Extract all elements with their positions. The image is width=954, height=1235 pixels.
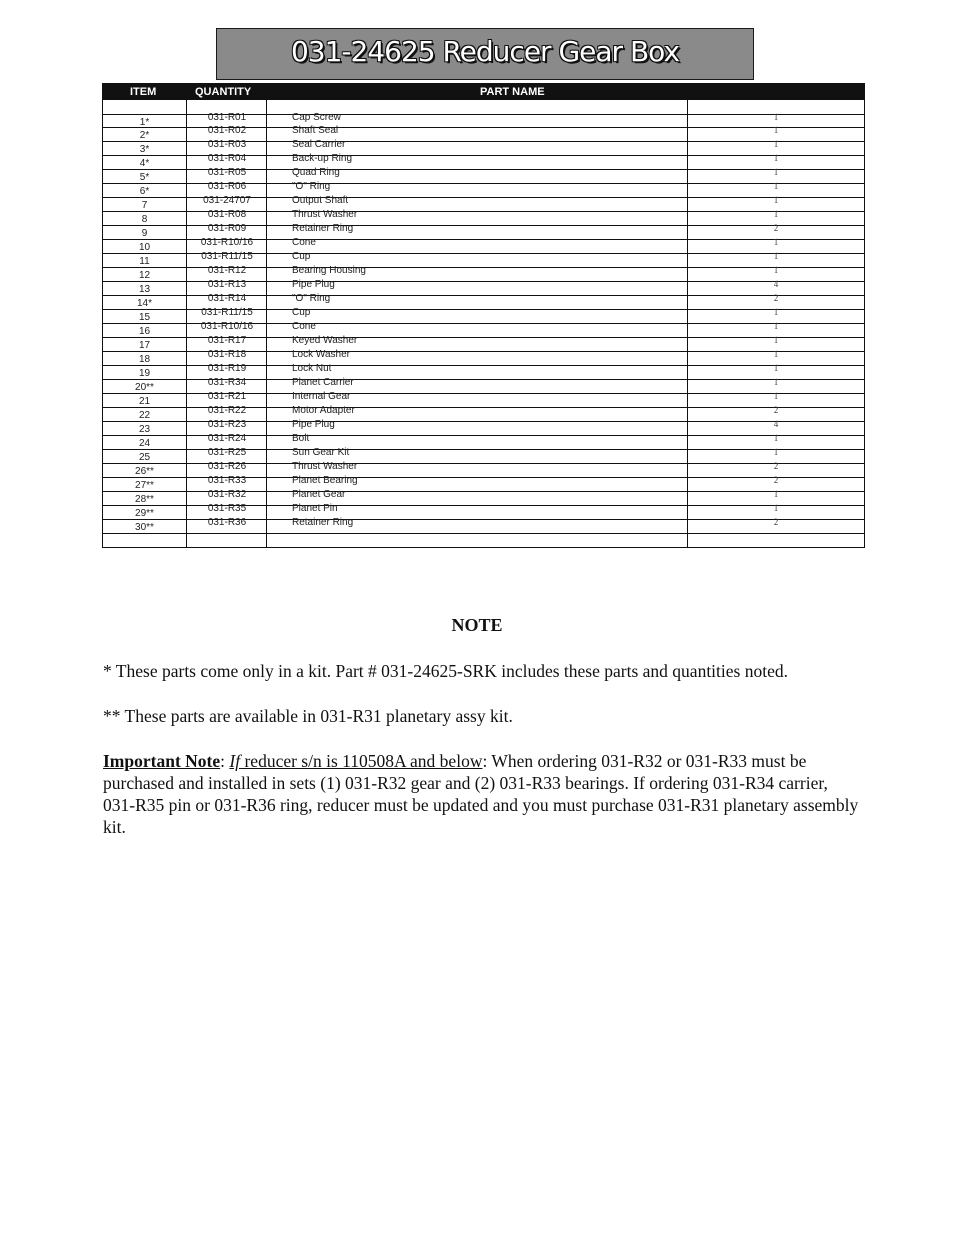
- qty-cell: 1: [773, 209, 779, 219]
- part-name-cell: "O" Ring: [292, 293, 331, 304]
- qty-cell: 2: [773, 223, 779, 233]
- qty-cell: 2: [773, 517, 779, 527]
- part-number-cell: 031-R13: [207, 279, 247, 290]
- part-number-cell: 031-R22: [207, 405, 247, 416]
- document-title: 031-24625 Reducer Gear Box: [290, 35, 680, 68]
- part-number-cell: 031-R10/16: [200, 237, 254, 248]
- item-cell: 29**: [135, 508, 154, 519]
- item-cell: 14*: [136, 298, 152, 309]
- qty-cell: 1: [773, 139, 779, 149]
- part-name-cell: Seal Carrier: [292, 139, 346, 150]
- part-name-cell: Thrust Washer: [292, 209, 358, 220]
- part-name-cell: Back-up Ring: [292, 153, 353, 164]
- part-number-cell: 031-R11/15: [201, 307, 253, 318]
- important-colon: :: [220, 751, 230, 771]
- part-name-cell: Internal Gear: [292, 391, 351, 402]
- item-cell: 6*: [139, 186, 150, 197]
- part-name-cell: Cone: [292, 237, 316, 248]
- qty-cell: 1: [773, 125, 779, 135]
- part-name-cell: Motor Adapter: [292, 405, 355, 416]
- table-row: [103, 517, 864, 534]
- item-cell: 28**: [135, 494, 154, 505]
- qty-cell: 1: [773, 335, 779, 345]
- qty-cell: 1: [773, 349, 779, 359]
- qty-cell: 2: [773, 461, 779, 471]
- qty-cell: 1: [773, 433, 779, 443]
- part-name-cell: Cap Screw: [292, 112, 341, 123]
- header-item: ITEM: [130, 86, 157, 98]
- part-name-cell: Planet Gear: [292, 489, 346, 500]
- part-name-cell: Thrust Washer: [292, 461, 358, 472]
- item-cell: 17: [138, 340, 151, 351]
- qty-cell: 1: [773, 363, 779, 373]
- part-name-cell: Quad Ring: [292, 167, 340, 178]
- header-part-name: PART NAME: [480, 86, 545, 98]
- part-number-cell: 031-R24: [207, 433, 247, 444]
- part-number-cell: 031-R14: [207, 293, 247, 304]
- part-number-cell: 031-R21: [207, 391, 247, 402]
- item-cell: 10: [138, 242, 151, 253]
- part-number-cell: 031-R01: [207, 112, 247, 123]
- qty-cell: 2: [773, 293, 779, 303]
- item-cell: 9: [141, 228, 148, 239]
- part-name-cell: Output Shaft: [292, 195, 349, 206]
- part-name-cell: Planet Pin: [292, 503, 338, 514]
- important-condition: reducer s/n is 110508A and below: [240, 751, 483, 771]
- item-cell: 2*: [139, 130, 150, 141]
- part-number-cell: 031-24707: [203, 195, 251, 206]
- parts-table: [102, 83, 865, 548]
- part-number-cell: 031-R04: [207, 153, 247, 164]
- part-number-cell: 031-R05: [207, 167, 247, 178]
- table-header: [103, 84, 864, 100]
- part-number-cell: 031-R19: [207, 363, 247, 374]
- qty-cell: 2: [773, 475, 779, 485]
- part-number-cell: 031-R23: [207, 419, 247, 430]
- item-cell: 1*: [139, 117, 150, 128]
- item-cell: 18: [138, 354, 151, 365]
- part-number-cell: 031-R26: [207, 461, 247, 472]
- part-number-cell: 031-R35: [207, 503, 247, 514]
- part-number-cell: 031-R08: [207, 209, 247, 220]
- part-number-cell: 031-R03: [207, 139, 247, 150]
- part-name-cell: Shaft Seal: [292, 125, 339, 136]
- part-number-cell: 031-R10/16: [200, 321, 254, 332]
- part-number-cell: 031-R32: [207, 489, 247, 500]
- part-number-cell: 031-R18: [207, 349, 247, 360]
- item-cell: 5*: [139, 172, 150, 183]
- part-number-cell: 031-R12: [207, 265, 247, 276]
- part-name-cell: "O" Ring: [292, 181, 331, 192]
- item-cell: 27**: [135, 480, 154, 491]
- part-name-cell: Bearing Housing: [292, 265, 366, 276]
- item-cell: 7: [141, 200, 148, 211]
- item-cell: 22: [138, 410, 151, 421]
- part-number-cell: 031-R34: [207, 377, 247, 388]
- item-cell: 23: [138, 424, 151, 435]
- qty-cell: 1: [773, 167, 779, 177]
- part-name-cell: Lock Washer: [292, 349, 350, 360]
- part-number-cell: 031-R17: [207, 335, 247, 346]
- item-cell: 16: [138, 326, 151, 337]
- qty-cell: 1: [773, 153, 779, 163]
- item-cell: 13: [138, 284, 151, 295]
- part-number-cell: 031-R02: [207, 125, 247, 136]
- item-cell: 30**: [135, 522, 154, 533]
- item-cell: 12: [138, 270, 151, 281]
- part-name-cell: Cup: [292, 251, 311, 262]
- part-name-cell: Cone: [292, 321, 316, 332]
- qty-cell: 2: [773, 405, 779, 415]
- item-cell: 21: [138, 396, 151, 407]
- qty-cell: 1: [773, 391, 779, 401]
- part-number-cell: 031-R33: [207, 475, 247, 486]
- item-cell: 11: [139, 256, 150, 267]
- note-heading: NOTE: [451, 615, 503, 635]
- part-number-cell: 031-R09: [207, 223, 247, 234]
- header-quantity: QUANTITY: [195, 86, 252, 98]
- qty-cell: 1: [773, 447, 779, 457]
- part-name-cell: Retainer Ring: [292, 517, 354, 528]
- item-cell: 25: [138, 452, 151, 463]
- qty-cell: 4: [773, 419, 779, 429]
- qty-cell: 1: [773, 265, 779, 275]
- part-name-cell: Pipe Plug: [292, 279, 335, 290]
- part-number-cell: 031-R36: [207, 517, 247, 528]
- part-name-cell: Planet Carrier: [292, 377, 354, 388]
- part-name-cell: Bolt: [292, 433, 310, 444]
- important-body: : When ordering 031-R32 or 031-R33 must be purchased and installed in sets (1) 031-R32 gear and (2) 031-R33 bearings. If ordering 031-R34 carrier, 031-R35 pin or 031-R36 ring, reducer must be updated and you must purchase 031-R31 planetary assembly kit.: [103, 751, 859, 837]
- qty-cell: 1: [773, 112, 779, 122]
- item-cell: 15: [138, 312, 151, 323]
- item-cell: 4*: [139, 158, 150, 169]
- qty-cell: 1: [773, 195, 779, 205]
- item-cell: 3*: [139, 144, 150, 155]
- item-cell: 20**: [135, 382, 154, 393]
- part-number-cell: 031-R06: [207, 181, 247, 192]
- part-number-cell: 031-R11/15: [201, 251, 253, 262]
- kit-note: * These parts come only in a kit. Part # 031-24625-SRK includes these parts and quantities noted.: [103, 661, 788, 681]
- qty-cell: 1: [773, 503, 779, 513]
- part-name-cell: Retainer Ring: [292, 223, 354, 234]
- item-cell: 24: [138, 438, 151, 449]
- part-name-cell: Sun Gear Kit: [292, 447, 350, 458]
- qty-cell: 1: [773, 307, 779, 317]
- important-if: If: [229, 751, 241, 771]
- part-name-cell: Planet Bearing: [292, 475, 358, 486]
- planetary-note: ** These parts are available in 031-R31 planetary assy kit.: [103, 706, 513, 726]
- qty-cell: 1: [773, 377, 779, 387]
- item-cell: 19: [138, 368, 151, 379]
- qty-cell: 1: [773, 251, 779, 261]
- part-name-cell: Keyed Washer: [292, 335, 358, 346]
- table-body: [103, 114, 864, 534]
- part-name-cell: Cup: [292, 307, 311, 318]
- qty-cell: 1: [773, 489, 779, 499]
- item-cell: 26**: [135, 466, 154, 477]
- qty-cell: 1: [773, 181, 779, 191]
- important-label: Important Note: [103, 751, 221, 771]
- qty-cell: 4: [773, 279, 779, 289]
- important-note: [103, 750, 863, 838]
- title-banner: [216, 28, 754, 80]
- part-number-cell: 031-R25: [207, 447, 247, 458]
- qty-cell: 1: [773, 321, 779, 331]
- item-cell: 8: [141, 214, 148, 225]
- part-name-cell: Lock Nut: [292, 363, 332, 374]
- qty-cell: 1: [773, 237, 779, 247]
- part-name-cell: Pipe Plug: [292, 419, 335, 430]
